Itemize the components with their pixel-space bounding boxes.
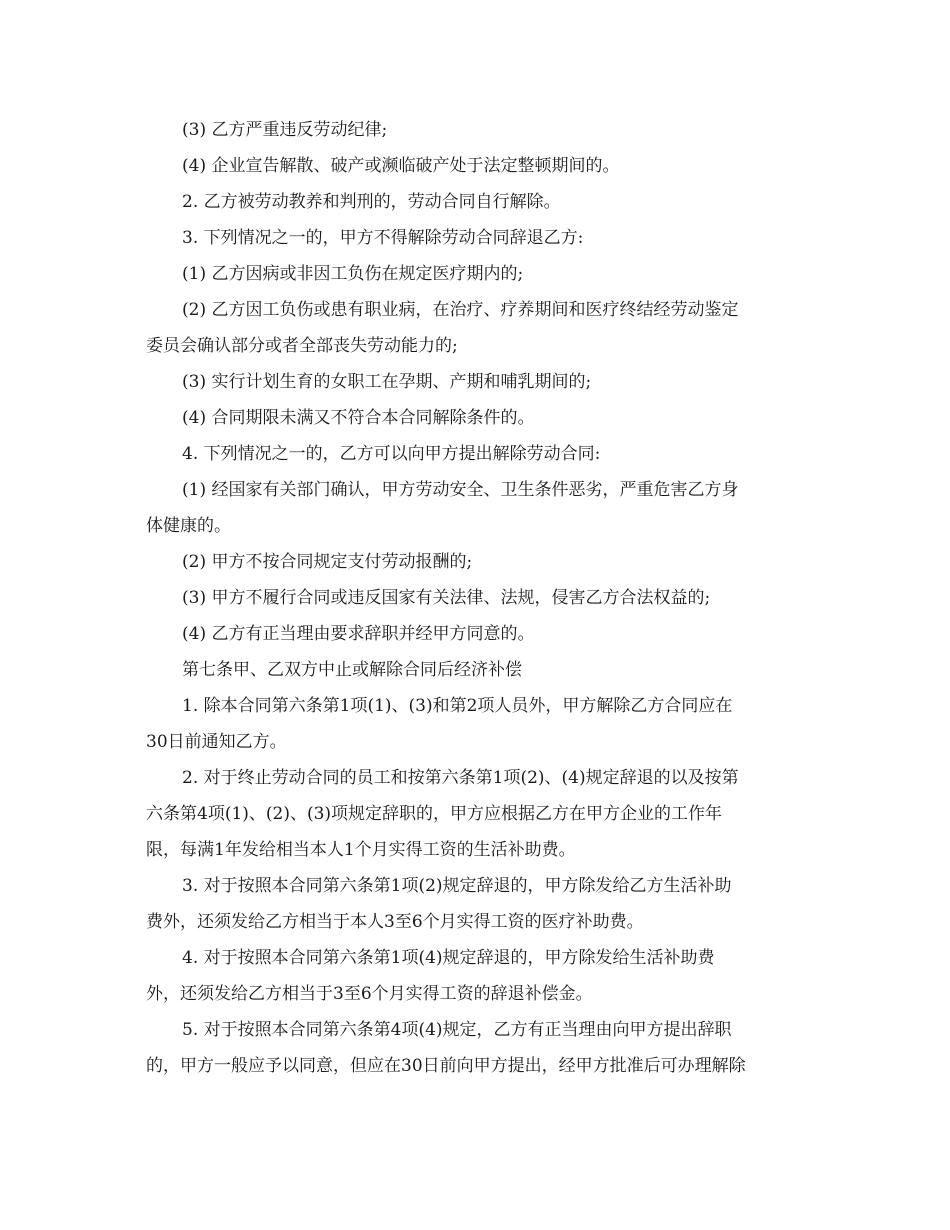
- text-line: (3) 甲方不履行合同或违反国家有关法律、法规，侵害乙方合法权益的;: [182, 588, 711, 608]
- text-line: (3) 实行计划生育的女职工在孕期、产期和哺乳期间的;: [182, 372, 592, 392]
- text-line: 体健康的。: [146, 516, 231, 536]
- text-line: (3) 乙方严重违反劳动纪律;: [182, 120, 388, 140]
- text-line: 3. 对于按照本合同第六条第1项(2)规定辞退的，甲方除发给乙方生活补助: [182, 876, 732, 896]
- text-line: (2) 乙方因工负伤或患有职业病，在治疗、疗养期间和医疗终结经劳动鉴定: [182, 300, 739, 320]
- text-line: 六条第4项(1)、(2)、(3)项规定辞职的，甲方应根据乙方在甲方企业的工作年: [146, 804, 723, 824]
- text-line: (1) 经国家有关部门确认，甲方劳动安全、卫生条件恶劣，严重危害乙方身: [182, 480, 739, 500]
- text-line: (4) 乙方有正当理由要求辞职并经甲方同意的。: [182, 624, 535, 644]
- text-line: (1) 乙方因病或非因工负伤在规定医疗期内的;: [182, 264, 524, 284]
- text-line: (2) 甲方不按合同规定支付劳动报酬的;: [182, 552, 473, 572]
- text-line: 的，甲方一般应予以同意，但应在30日前向甲方提出，经甲方批准后可办理解除: [146, 1056, 746, 1076]
- text-line: 限，每满1年发给相当本人1个月实得工资的生活补助费。: [146, 840, 576, 860]
- text-line: 4. 对于按照本合同第六条第1项(4)规定辞退的，甲方除发给生活补助费: [182, 948, 715, 968]
- text-line: 2. 乙方被劳动教养和判刑的，劳动合同自行解除。: [182, 192, 561, 212]
- text-line: 1. 除本合同第六条第1项(1)、(3)和第2项人员外，甲方解除乙方合同应在: [182, 696, 733, 716]
- text-line: 2. 对于终止劳动合同的员工和按第六条第1项(2)、(4)规定辞退的以及按第: [182, 768, 739, 788]
- text-line: 外，还须发给乙方相当于3至6个月实得工资的辞退补偿金。: [146, 984, 593, 1004]
- text-line: 5. 对于按照本合同第六条第4项(4)规定，乙方有正当理由向甲方提出辞职: [182, 1020, 732, 1040]
- text-line: 费外，还须发给乙方相当于本人3至6个月实得工资的医疗补助费。: [146, 912, 644, 932]
- text-line: 4. 下列情况之一的，乙方可以向甲方提出解除劳动合同:: [182, 444, 601, 464]
- text-line: 3. 下列情况之一的，甲方不得解除劳动合同辞退乙方:: [182, 228, 584, 248]
- text-line: (4) 企业宣告解散、破产或濒临破产处于法定整顿期间的。: [182, 156, 620, 176]
- text-line: 第七条甲、乙双方中止或解除合同后经济补偿: [182, 660, 522, 680]
- text-line: 委员会确认部分或者全部丧失劳动能力的;: [146, 336, 458, 356]
- document-page: [146, 112, 810, 1084]
- text-line: (4) 合同期限未满又不符合本合同解除条件的。: [182, 408, 535, 428]
- text-line: 30日前通知乙方。: [146, 732, 287, 752]
